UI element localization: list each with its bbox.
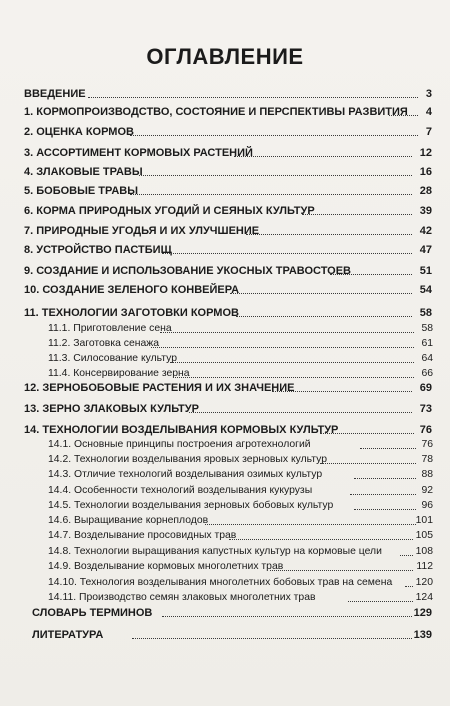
toc-chapter-entry [0, 165, 450, 179]
toc-chapter-entry [0, 306, 450, 320]
entry-title: 9. СОЗДАНИЕ И ИСПОЛЬЗОВАНИЕ УКОСНЫХ ТРАВОСТОЕВ [24, 265, 351, 277]
toc-chapter-entry [0, 146, 450, 160]
entry-page-number: 108 [415, 546, 433, 557]
toc-subsection-entry [0, 468, 450, 482]
dot-leader [88, 97, 418, 98]
entry-page-number: 58 [419, 307, 432, 319]
dot-leader [350, 494, 416, 495]
entry-title: 10. СОЗДАНИЕ ЗЕЛЕНОГО КОНВЕЙЕРА [24, 284, 240, 296]
toc-subsection-entry [0, 591, 450, 605]
entry-title: 13. ЗЕРНО ЗЛАКОВЫХ КУЛЬТУР [24, 403, 199, 415]
entry-page-number: 61 [421, 338, 433, 349]
toc-chapter-entry [0, 606, 450, 620]
dot-leader [246, 234, 412, 235]
entry-page-number: 129 [413, 607, 432, 619]
dot-leader [354, 509, 416, 510]
dot-leader [348, 601, 413, 602]
entry-page-number: 78 [421, 454, 433, 465]
entry-page-number: 42 [419, 225, 432, 237]
entry-title: 14.2. Технологии возделывания яровых зерновых культур [48, 454, 327, 465]
dot-leader [130, 194, 412, 195]
entry-page-number: 69 [419, 382, 432, 394]
toc-subsection-entry [0, 484, 450, 498]
dot-leader [229, 539, 413, 540]
dot-leader [205, 524, 416, 525]
entry-page-number: 76 [421, 439, 433, 450]
dot-leader [189, 412, 412, 413]
entry-title: 8. УСТРОЙСТВО ПАСТБИЩ [24, 244, 172, 256]
toc-chapter-entry [0, 243, 450, 257]
entry-page-number: 96 [421, 500, 433, 511]
toc-chapter-entry [0, 264, 450, 278]
entry-title: 14.6. Выращивание корнеплодов [48, 515, 209, 526]
entry-title: 12. ЗЕРНОБОБОВЫЕ РАСТЕНИЯ И ИХ ЗНАЧЕНИЕ [24, 382, 295, 394]
page-title: ОГЛАВЛЕНИЕ [146, 44, 304, 69]
toc-subsection-entry [0, 367, 450, 381]
entry-page-number: 7 [425, 126, 432, 138]
dot-leader [139, 175, 412, 176]
dot-leader [330, 274, 412, 275]
entry-page-number: 64 [421, 353, 433, 364]
entry-page-number: 76 [419, 424, 432, 436]
dot-leader [151, 347, 414, 348]
toc-chapter-entry [0, 184, 450, 198]
entry-page-number: 88 [421, 469, 433, 480]
dot-leader [236, 316, 412, 317]
toc-subsection-entry [0, 337, 450, 351]
entry-title: 14.9. Возделывание кормовых многолетних трав [48, 561, 284, 572]
entry-title: 7. ПРИРОДНЫЕ УГОДЬЯ И ИХ УЛУЧШЕНИЕ [24, 225, 260, 237]
entry-title: 11.1. Приготовление сена [48, 323, 172, 334]
toc-chapter-entry [0, 204, 450, 218]
toc-chapter-entry [0, 105, 450, 119]
entry-page-number: 58 [421, 323, 433, 334]
entry-title: 14.1. Основные принципы построения агротехнологий [48, 439, 311, 450]
dot-leader [272, 391, 412, 392]
entry-page-number: 66 [421, 368, 433, 379]
entry-page-number: 124 [415, 592, 433, 603]
dot-leader [132, 638, 412, 639]
dot-leader [170, 362, 414, 363]
dot-leader [354, 478, 416, 479]
dot-leader [173, 377, 414, 378]
entry-page-number: 4 [425, 106, 432, 118]
entry-title: 11.4. Консервирование зерна [48, 368, 190, 379]
entry-page-number: 28 [419, 185, 432, 197]
dot-leader [162, 616, 412, 617]
toc-subsection-entry [0, 438, 450, 452]
dot-leader [162, 253, 412, 254]
dot-leader [160, 332, 414, 333]
toc-subsection-entry [0, 352, 450, 366]
entry-title: 2. ОЦЕНКА КОРМОВ [24, 126, 134, 138]
toc-subsection-entry [0, 529, 450, 543]
entry-title: 4. ЗЛАКОВЫЕ ТРАВЫ [24, 166, 143, 178]
entry-title: 3. АССОРТИМЕНТ КОРМОВЫХ РАСТЕНИЙ [24, 147, 253, 159]
dot-leader [360, 448, 416, 449]
entry-title: ЛИТЕРАТУРА [32, 629, 104, 641]
entry-title: 11. ТЕХНОЛОГИИ ЗАГОТОВКИ КОРМОВ [24, 307, 239, 319]
entry-title: 6. КОРМА ПРИРОДНЫХ УГОДИЙ И СЕЯНЫХ КУЛЬТУР [24, 205, 315, 217]
dot-leader [130, 135, 418, 136]
entry-title: 14.4. Особенности технологий возделывания кукурузы [48, 485, 313, 496]
entry-title: 14.7. Возделывание просовидных трав [48, 530, 237, 541]
entry-title: 1. КОРМОПРОИЗВОДСТВО, СОСТОЯНИЕ И ПЕРСПЕКТИВЫ РАЗВИТИЯ [24, 106, 408, 118]
entry-page-number: 54 [419, 284, 432, 296]
entry-title: 5. БОБОВЫЕ ТРАВЫ [24, 185, 139, 197]
toc-chapter-entry [0, 402, 450, 416]
dot-leader [400, 555, 413, 556]
entry-page-number: 73 [419, 403, 432, 415]
entry-page-number: 112 [416, 561, 433, 572]
toc-subsection-entry [0, 576, 450, 590]
entry-page-number: 92 [421, 485, 433, 496]
toc-subsection-entry [0, 499, 450, 513]
entry-title: 11.2. Заготовка сенажа [48, 338, 159, 349]
entry-page-number: 47 [419, 244, 432, 256]
dot-leader [320, 463, 416, 464]
toc-chapter-entry [0, 224, 450, 238]
entry-page-number: 51 [419, 265, 432, 277]
toc-chapter-entry [0, 125, 450, 139]
toc-chapter-entry [0, 423, 450, 437]
entry-title: 14.3. Отличие технологий возделывания озимых культур [48, 469, 323, 480]
entry-title: 14.8. Технологии выращивания капустных культур на кормовые цели [48, 546, 382, 557]
toc-subsection-entry [0, 322, 450, 336]
entry-title: 11.3. Силосование культур [48, 353, 177, 364]
toc-chapter-entry [0, 283, 450, 297]
dot-leader [270, 570, 413, 571]
entry-page-number: 105 [415, 530, 433, 541]
entry-title: 14.11. Производство семян злаковых многолетних трав [48, 592, 316, 603]
dot-leader [234, 156, 412, 157]
entry-title: СЛОВАРЬ ТЕРМИНОВ [32, 607, 153, 619]
entry-page-number: 3 [425, 88, 432, 100]
toc-chapter-entry [0, 628, 450, 642]
dot-leader [302, 214, 412, 215]
toc-chapter-entry [0, 381, 450, 395]
entry-title: ВВЕДЕНИЕ [24, 88, 86, 100]
entry-title: 14. ТЕХНОЛОГИИ ВОЗДЕЛЫВАНИЯ КОРМОВЫХ КУЛЬТУР [24, 424, 339, 436]
entry-title: 14.5. Технологии возделывания зерновых бобовых культур [48, 500, 334, 511]
toc-subsection-entry [0, 560, 450, 574]
dot-leader [405, 586, 413, 587]
dot-leader [389, 115, 418, 116]
dot-leader [230, 293, 412, 294]
entry-title: 14.10. Технология возделывания многолетних бобовых трав на семена [48, 577, 393, 588]
entry-page-number: 39 [419, 205, 432, 217]
toc-chapter-entry [0, 87, 450, 101]
dot-leader [320, 433, 414, 434]
entry-page-number: 120 [415, 577, 433, 588]
toc-subsection-entry [0, 453, 450, 467]
toc-subsection-entry [0, 545, 450, 559]
entry-page-number: 101 [415, 515, 433, 526]
toc-subsection-entry [0, 514, 450, 528]
entry-page-number: 16 [419, 166, 432, 178]
entry-page-number: 139 [413, 629, 432, 641]
entry-page-number: 12 [419, 147, 432, 159]
